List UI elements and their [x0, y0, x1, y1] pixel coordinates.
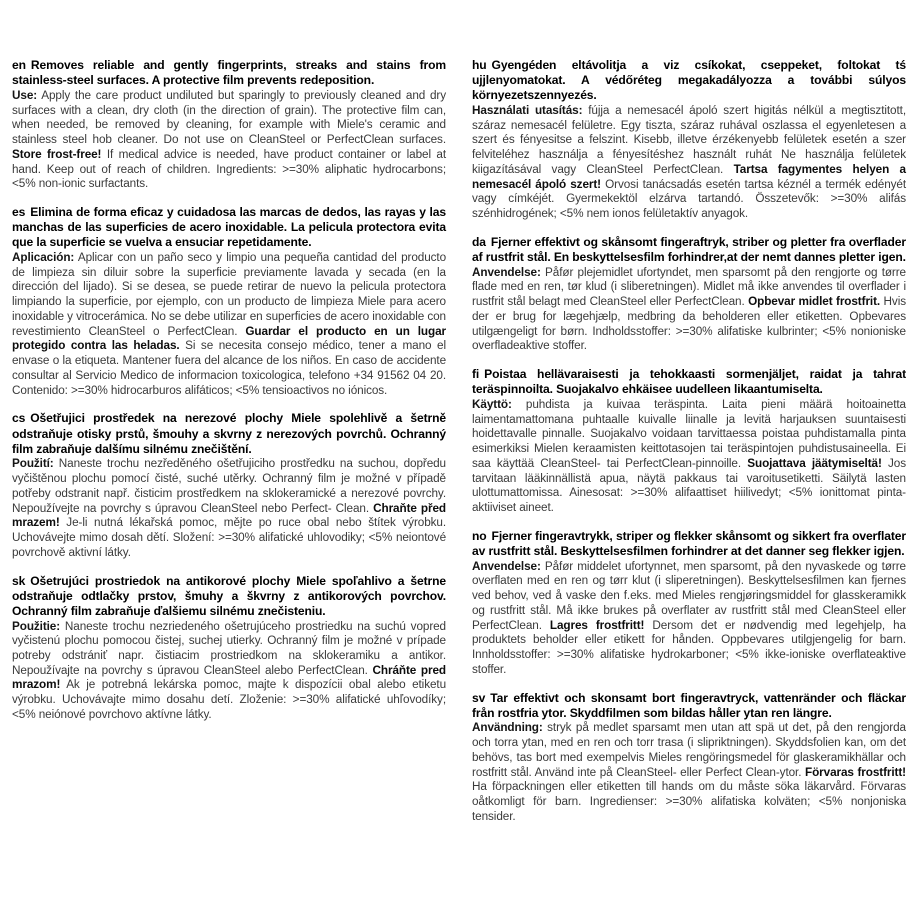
section-body-hu [472, 104, 906, 222]
lead-label-no: Anvendelse: [472, 559, 541, 573]
section-body-sv [472, 721, 906, 824]
section-heading-es [12, 205, 446, 251]
body-part2-sk: Ak je potrebná lekárska pomoc, majte k dispozícii obal alebo etiketu výrobku. Uchovávajte mimo dosahu detí. Zloženie: >=30% alifatické uhľovodíky; <5% neiónové povrchovo aktívne látky. [12, 678, 446, 721]
heading-text-sv: Tar effektivt och skonsamt bort fingeravtryck, vattenränder och fläckar från rostfria ytor. Skyddfilmen som bildas håller ytan ren längre. [472, 690, 906, 720]
emphasis-no: Lagres frostfritt! [549, 618, 645, 632]
body-part1-sk: Naneste trochu nezriedeného ošetrujúceho prostriedku na suchú vopred vyčistenú plochu pomocou čistej, suchej utierky. Ochranný film je možné v prípade potreby odstrániť napr. čistiacim prostriedkom na sklokeramiku a antikor. Nepoužívajte na povrchy s úpravou CleanSteel alebo PerfectClean. [12, 619, 446, 677]
body-part1-cs: Naneste trochu nezředěného ošetřujiciho prostředku na suchou, dopředu vyčištěnou plochu pomocí čisté, suché utěrky. Ochranný film je možné v případě potřeby odstranit např. čisticim prostředkem na sklokeramické a nerezové povrchy. Nepoužívejte na povrchy s úpravou CleanSteel nebo Perfect- Clean. [12, 457, 446, 515]
language-code-hu: hu [472, 58, 487, 72]
language-code-fi: fi [472, 367, 480, 382]
lead-label-sk: Použitie: [12, 619, 61, 633]
section-heading-cs [12, 411, 446, 457]
body-part1-fi: puhdista ja kuivaa teräspinta. Laita pieni määrä hoitoainetta laimentamattomana puhtaalle kuivalle liinalle ja levitä harjauksen suuntaisesti hoidettavalle pinnalle. Suojakalvo voidaan tarvittaessa poistaa puhdistamalla pinta esimerkiksi Mielen keraamisten keittotasojen tai teräspintojen puhdistusaineella. Ei saa käyttää CleanSteel- tai PerfectClean-pinnoille. [472, 397, 906, 470]
section-body-da [472, 266, 906, 354]
heading-text-en: Removes reliable and gently fingerprints, streaks and stains from stainless-steel surfaces. A protective film prevents redeposition. [12, 58, 446, 88]
body-part2-no: Dersom det er nødvendig med legehjelp, ha produktets beholder eller etikett for hånden. Oppbevares utilgjengelig for barn. Innholdsstoffer: >=30% alifatiske hydrokarboner; <5% ikke-ioniske overflateaktive stoffer. [472, 618, 906, 676]
lead-label-hu: Használati utasítás: [472, 104, 583, 118]
emphasis-hu: Tartsa fagymentes helyen a nemesacél ápoló szert! [472, 162, 906, 191]
body-part1-hu: fújja a nemesacél ápoló szert higitás nélkül a megtisztitott, száraz nemesacél felületre. Egy tiszta, száraz ruhával oszlassa el egyenletesen a szert és fényesitse a felszint. Kisebb, illetve érzékenyebb felületek esetén a szer felviteléhez használja a fényesítéshez használt ruhát Ne használja felületek kiigazításával vagy CleanSteel PerfectClean. [472, 104, 906, 176]
heading-text-fi: Poistaa hellävaraisesti ja tehokkaasti sormenjäljet, raidat ja tahrat teräspinnoilta. Suojakalvo ehkäisee uudelleen likaantumiselta. [472, 367, 906, 397]
language-section-en [12, 58, 446, 192]
language-code-cs: cs [12, 411, 26, 426]
section-heading-en [12, 58, 446, 88]
section-heading-fi [472, 367, 906, 397]
lead-label-da: Anvendelse: [472, 265, 541, 279]
language-section-sk [12, 574, 446, 723]
section-heading-sk [12, 574, 446, 620]
body-part2-sv: Ha förpackningen eller etiketten till hands om du måste söka läkarvård. Förvaras oåtkomligt för barn. Ingredienser: >=30% alifatiska kolväten; <5% nonjoniska tensider. [472, 780, 906, 823]
body-part2-fi: Jos tarvitaan lääkinnällistä apua, näytä pakkaus tai varoitusetiketti. Säilytä lasten ulottumattomissa. Ainesosat: >=30% alifaattiset hiilivedyt; <5% ionittomat pinta-aktiiviset aineet. [472, 456, 906, 515]
section-body-fi [472, 398, 906, 516]
body-part2-hu: Orvosi tanácsadás esetén tartsa kéznél a termék edényét vagy címkéjét. Gyermekektöl elzárva tartandó. Összetevők: >=30% alifás szénhidrogének; <5% nem ionos felületaktív anyagok. [472, 177, 907, 221]
emphasis-sk: Chráňte pred mrazom! [12, 663, 446, 692]
body-part2-es: Si se necesita consejo médico, tener a mano el envase o la etiqueta. Mantener fuera del alcance de los niños. En caso de accidente consultar al Servicio Medico de informacion toxicologica, telefono +34 91562 04 20. Contenido: >=30% hidrocarburos alifáticos; <5% tensioactivos no iónicos. [12, 339, 446, 397]
body-part1-da: Påfør plejemidlet ufortyndet, men sparsomt på den rengjorte og tørre flade med en ren, tør klud (i sliberetningen). Midlet må ikke anvendes til overflader i rustfrit stål belagt med CleanSteel eller PerfectClean. [472, 265, 906, 309]
lead-label-cs: Použití: [12, 457, 54, 471]
emphasis-da: Opbevar midlet frostfrit. [748, 295, 881, 309]
body-part2-cs: Je-li nutná lékařská pomoc, mějte po ruce obal nebo štítek výrobku. Uchovávejte mimo dosah dětí. Složení: >=30% alifatické uhlovodiky; <5% neiontové povrchově aktivní látky. [12, 516, 446, 559]
section-heading-hu [472, 58, 906, 104]
emphasis-es: Guardar el producto en un lugar protegido contra las heladas. [12, 324, 446, 353]
section-heading-sv [472, 691, 906, 721]
heading-text-hu: Gyengéden eltávolitja a viz csíkokat, cseppeket, foltokat tś ujjlenyomatokat. A védőréteg megakadályozza a további súlyos környezetszennyezés. [472, 58, 906, 103]
language-section-hu [472, 58, 906, 222]
body-part2-da: Hvis der er brug for lægehjælp, medbring da beholderen eller etiketten. Opbevares utilgængeligt for børn. Indholdsstoffer: >=30% alifatiske kulbrinter; <5% nonioniske overfladeaktive stoffer. [472, 295, 906, 353]
lead-label-es: Aplicación: [12, 251, 75, 264]
language-section-cs [12, 411, 446, 560]
language-code-en: en [12, 58, 26, 72]
language-code-sk: sk [12, 573, 26, 588]
language-section-da [472, 235, 906, 354]
label-columns [12, 58, 906, 825]
emphasis-fi: Suojattava jäätymiseltä! [747, 456, 882, 470]
section-body-es [12, 251, 446, 398]
section-body-no [472, 560, 906, 678]
section-heading-no [472, 529, 906, 559]
section-body-sk [12, 620, 446, 723]
left-column [12, 58, 446, 723]
lead-label-fi: Käyttö: [472, 397, 512, 411]
emphasis-sv: Förvaras frostfritt! [805, 765, 906, 779]
language-section-es [12, 205, 446, 398]
body-part2-en: If medical advice is needed, have product container or label at hand. Keep out of reach of children. Ingredients: >=30% aliphatic hydrocarbons; <5% non-ionic surfactants. [12, 147, 446, 191]
language-code-no: no [472, 528, 487, 543]
language-code-es: es [12, 204, 26, 219]
heading-text-no: Fjerner fingeravtrykk, striper og flekker skånsomt og sikkert fra overflater av rustfritt stål. Beskyttelsesfilmen forhindrer at det danner seg flekker igjen. [472, 528, 906, 559]
language-code-sv: sv [472, 690, 486, 705]
heading-text-da: Fjerner effektivt og skånsomt fingeraftryk, striber og pletter fra overflader af rustfrit stål. En beskyttelsesfilm forhindrer,at der nemt dannes pletter igen. [472, 234, 906, 265]
section-heading-da [472, 235, 906, 265]
section-body-en [12, 89, 446, 192]
language-section-no [472, 529, 906, 678]
body-part1-sv: stryk på medlet sparsamt men utan att spä ut det, på den rengjorda och torra ytan, med en ren och torr trasa (i slipriktningen). Skyddsfolien kan, om det behövs, tas bort med exempelvis Mieles rengöringsmedel för glaskeramikhällar och rostfritt stål. Använd inte på CleanSteel- eller Perfect Clean-ytor. [472, 721, 906, 779]
body-part1-en: Apply the care product undiluted but sparingly to previously cleaned and dry surfaces with a clean, dry cloth (in the direction of grain). The protective film can, when needed, be removed by cleaning, for example with Miele's ceramic and stainless steel hob cleaner. Do not use on CleanSteel or PerfectClean surfaces. [12, 88, 446, 147]
body-part1-no: Påfør middelet ufortynnet, men sparsomt, på den nyvaskede og tørre overflaten med en ren og tørr klut (i sliperetningen). Beskyttelsesfilmen kan fjernes ved behov, ved å vaske den f.eks. med Mieles rengjøringsmiddel for glasskeramikk og rustfritt stål. Må ikke brukes på overflater av rustfritt stål med CleanSteel eller PerfectClean. [472, 559, 906, 632]
heading-text-sk: Ošetrujúci prostriedok na antikorové plochy Miele spoľahlivo a šetrne odstraňuje odtlačky prstov, šmuhy a škvrny z antikorových povrchov. Ochranný film zabraňuje ďalšiemu silnému znečisteniu. [12, 573, 446, 618]
language-section-sv [472, 691, 906, 825]
lead-label-sv: Användning: [472, 721, 543, 735]
heading-text-cs: Ošetřujici prostředek na nerezové plochy Miele spolehlivě a šetrně odstraňuje otisky prstů, šmouhy a skvrny z nerezových povrchů. Ochranný film zabraňuje dalšímu silnému znečištění. [12, 411, 446, 456]
right-column [472, 58, 906, 825]
heading-text-es: Elimina de forma eficaz y cuidadosa las marcas de dedos, las rayas y las manchas de las superficies de acero inoxidable. La pelicula protectora evita que la superficie se vuelva a ensuciar repetidamente. [12, 204, 446, 250]
emphasis-cs: Chraňte před mrazem! [12, 501, 446, 530]
lead-label-en: Use: [12, 88, 38, 102]
language-code-da: da [472, 234, 486, 249]
body-part1-es: Aplicar con un paño seco y limpio una pequeña cantidad del producto de limpieza sin diluir sobre la superficie previamente lavada y secada (en la dirección del lijado). Si se desea, se puede retirar de nuevo la pelicula protectora limpiando la superficie, por ejemplo, con un producto de limpieza Miele para acero inoxidable y vitrocerámica. No se debe utilizar en superficies de acero inoxidable con revestimiento CleanSteel o PerfectClean. [12, 251, 446, 338]
emphasis-en: Store frost-free! [12, 147, 102, 161]
section-body-cs [12, 457, 446, 560]
language-section-fi [472, 367, 906, 516]
